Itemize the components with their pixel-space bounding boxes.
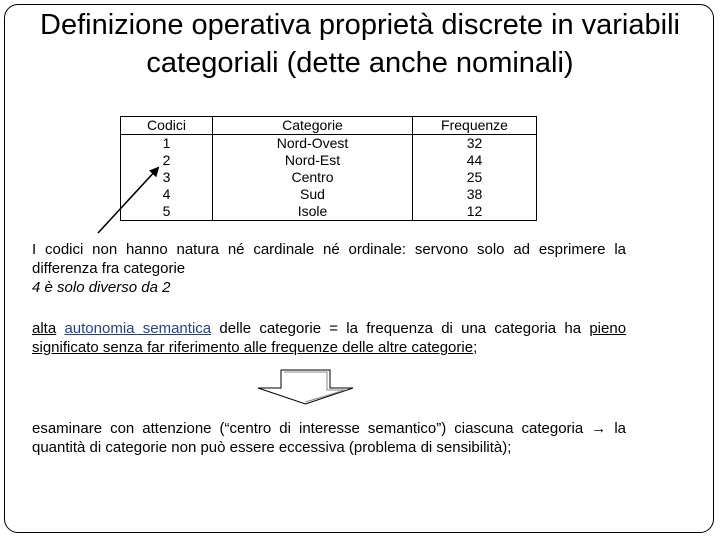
cell-category: Nord-Ovest xyxy=(213,135,413,153)
examine-consequence: la quantità di categorie non può essere eccessiva (problema di sensibilità); xyxy=(32,420,627,456)
cell-frequency: 44 xyxy=(413,152,537,169)
cell-frequency: 32 xyxy=(413,135,537,153)
cell-frequency: 38 xyxy=(413,186,537,203)
down-arrow-icon xyxy=(258,370,353,404)
codes-explanation xyxy=(32,240,626,297)
cell-category: Nord-Est xyxy=(213,152,413,169)
examine-text: esaminare con attenzione (“centro di interesse semantico”) ciascuna categoria xyxy=(32,420,584,437)
header-codici: Codici xyxy=(121,117,213,135)
cell-code: 3 xyxy=(121,169,213,186)
cell-frequency: 12 xyxy=(413,203,537,221)
examine-paragraph xyxy=(32,419,626,457)
cell-category: Sud xyxy=(213,186,413,203)
title-line-1: Definizione operativa proprietà discrete in variabili xyxy=(40,9,680,41)
cell-category: Isole xyxy=(213,203,413,221)
header-categorie: Categorie xyxy=(213,117,413,135)
semantic-autonomy-definition: pieno significato senza far riferimento alle frequenze delle altre categorie xyxy=(32,320,627,356)
codes-example: 4 è solo diverso da 2 xyxy=(32,279,171,296)
semantic-autonomy-suffix: ; xyxy=(473,339,478,356)
cell-code: 2 xyxy=(121,152,213,169)
cell-code: 4 xyxy=(121,186,213,203)
header-frequenze: Frequenze xyxy=(413,117,537,135)
pointer-arrow-icon xyxy=(98,168,158,233)
semantic-autonomy-paragraph xyxy=(32,319,626,357)
right-arrow-icon: → xyxy=(591,420,607,437)
autonomia-semantica-link[interactable]: autonomia semantica xyxy=(64,320,212,337)
cell-code: 5 xyxy=(121,203,213,221)
cell-category: Centro xyxy=(213,169,413,186)
semantic-autonomy-middle: delle categorie = la frequenza di una categoria ha xyxy=(219,320,582,337)
alta-text: alta xyxy=(32,320,57,337)
codes-explanation-text: I codici non hanno natura né cardinale né ordinale: servono solo ad esprimere la differenza fra categorie xyxy=(32,241,626,277)
title-line-2: categoriali (dette anche nominali) xyxy=(146,47,574,79)
cell-frequency: 25 xyxy=(413,169,537,186)
cell-code: 1 xyxy=(121,135,213,153)
